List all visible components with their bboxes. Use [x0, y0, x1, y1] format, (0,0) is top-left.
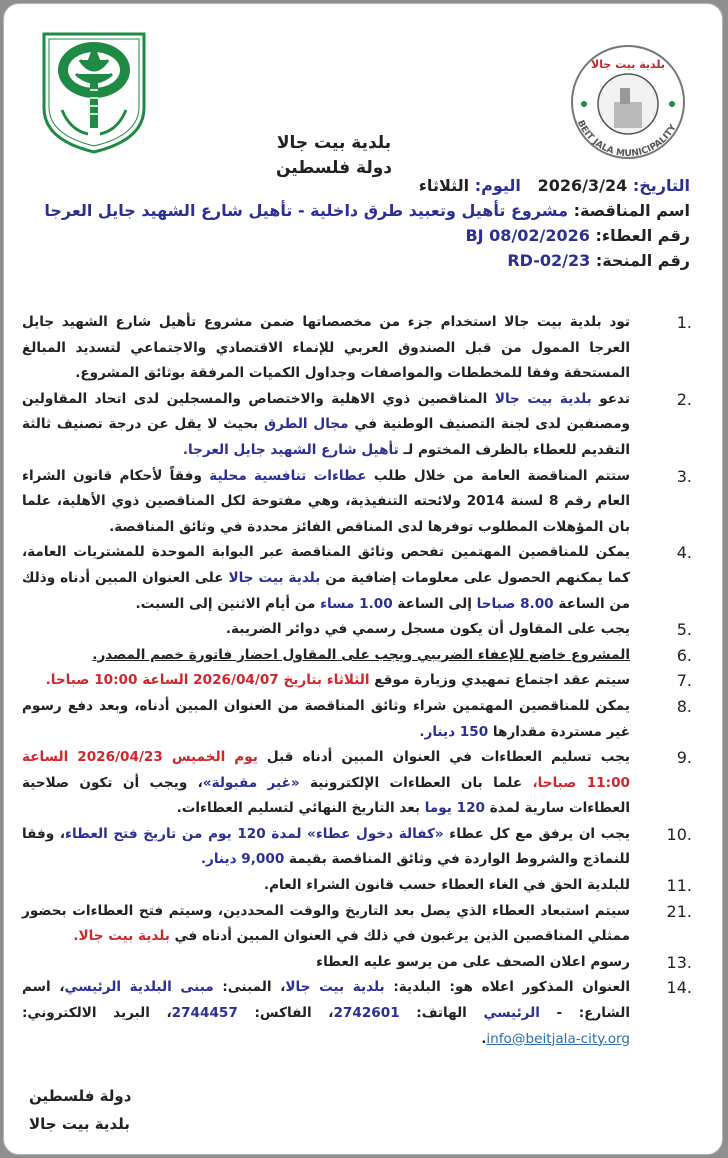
- svg-text:BEIT JALA MUNICIPALITY: BEIT JALA MUNICIPALITY: [574, 118, 679, 160]
- text-segment: سيتم استبعاد العطاء الذي يصل بعد التاريخ والوقت المحددين، وسيتم فتح العطاءات بحضور ممثلي المناقصين الذين يرغبون في ذلك في العنوان المبين أدناه في: [22, 902, 630, 945]
- svg-text:بلدية بيت جالا: بلدية بيت جالا: [591, 58, 665, 71]
- text-segment: سيتم عقد اجتماع تمهيدي وزيارة موقع: [369, 672, 630, 689]
- tender-name-label: اسم المناقصة:: [573, 201, 690, 220]
- list-item: [22, 643, 692, 669]
- text-segment: ، البريد الالكتروني:: [22, 1005, 172, 1022]
- text-segment: يجب ان يرفق مع كل عطاء: [443, 825, 630, 842]
- country-title: دولة فلسطين: [275, 158, 393, 178]
- highlighted-text: مبنى البلدية الرئيسي: [64, 979, 214, 996]
- text-segment: .: [481, 1030, 487, 1047]
- highlighted-text: «غير مقبولة»: [202, 774, 300, 791]
- item-text: [22, 950, 630, 976]
- text-segment: المناقصين ذوي الاهلية والاختصاص والمسجلين لدى اتحاد المقاولين ومصنفين لدى لجنة التصنيف الوطنية في: [22, 390, 630, 433]
- item-text: [22, 694, 630, 745]
- text-segment: رسوم اعلان الصحف على من يرسو عليه العطاء: [316, 953, 630, 970]
- item-text: [22, 975, 630, 1052]
- highlighted-text: تأهيل شارع الشهيد جايل العرجا.: [182, 441, 399, 458]
- item-text: [22, 310, 630, 387]
- text-segment: يمكن للمناقصين المهتمين شراء وثائق المناقصة من العنوان المبين أدناه، وبعد دفع رسوم غير مستردة مقدارها: [22, 697, 630, 740]
- text-segment: من أيام الاثنين إلى السبت.: [135, 595, 321, 612]
- list-item: [22, 950, 692, 976]
- list-item: [22, 310, 692, 387]
- text-segment: ، ويجب أن تكون صلاحية العطاءات سارية لمدة: [22, 774, 630, 817]
- list-item: [22, 899, 692, 950]
- text-segment: ، وفقا للنماذج والشروط الواردة في وثائق المناقصة بقيمة: [22, 825, 630, 868]
- item-text: [22, 617, 630, 643]
- footer: [29, 1082, 229, 1138]
- item-text: [22, 643, 630, 669]
- item-number: 14.: [666, 978, 692, 998]
- item-number: 9.: [676, 748, 692, 768]
- date-value: 2026/3/24: [537, 176, 628, 195]
- highlighted-text: الثلاثاء بتاريخ 2026/04/07 الساعة 10:00 صباحا.: [45, 672, 370, 689]
- tender-conditions-list: [22, 310, 692, 1052]
- text-segment: على العنوان المبين أدناه وذلك من الساعة: [22, 569, 630, 612]
- highlighted-text: مجال الطرق: [263, 416, 349, 433]
- item-number: 13.: [666, 952, 692, 972]
- item-number: 4.: [676, 543, 692, 563]
- date-label: التاريخ:: [632, 176, 690, 195]
- item-text: [22, 822, 630, 873]
- text-segment: يمكن للمناقصين المهتمين تفحص وثائق المناقصة عبر البوابة الموحدة للمشتريات العامة، كما يمكنهم الحصول على معلومات إضافية من: [22, 544, 630, 586]
- highlighted-text: 1.00 مساء: [320, 595, 393, 612]
- text-segment: علما بان العطاءات الإلكترونية: [299, 774, 533, 791]
- text-segment: يجب تسليم العطاءات في العنوان المبين أدناه قبل: [257, 749, 630, 766]
- item-number: 3.: [676, 466, 692, 486]
- beit-jala-municipality-seal: [562, 44, 694, 160]
- text-segment: بحيث لا يقل عن درجة تصنيف ثالثة التقديم للعطاء بالظرف المختوم لـ: [22, 416, 630, 458]
- tender-name-value: مشروع تأهيل وتعبيد طرق داخلية - تأهيل شارع الشهيد جايل العرجا: [44, 201, 568, 220]
- text-segment: بعد التاريخ النهائي لتسليم العطاءات.: [176, 800, 425, 817]
- list-item: [22, 873, 692, 899]
- highlighted-text: 150 دينار.: [419, 723, 489, 740]
- day-value: الثلاثاء: [418, 176, 470, 195]
- highlighted-text: بلدية بيت جالا: [228, 569, 321, 586]
- list-item: [22, 540, 692, 617]
- tender-number-value: BJ 08/02/2026: [465, 226, 590, 245]
- municipality-title: بلدية بيت جالا: [276, 133, 392, 153]
- list-item: [22, 668, 692, 694]
- item-text: [22, 899, 630, 950]
- text-segment: تدعو: [591, 390, 631, 407]
- list-item: [22, 822, 692, 873]
- item-number: 8.: [676, 696, 692, 716]
- highlighted-text: الرئيسي: [483, 1005, 540, 1022]
- grant-number-line: [507, 251, 690, 270]
- text-segment: تود بلدية بيت جالا استخدام جزء من مخصصاتها ضمن مشروع تأهيل شارع الشهيد جايل العرجا الممول من قبل الصندوق العربي للإنماء الاقتصادي والاجتماعي لتسديد المبالغ المستحقة وفقا للمخططات والمواصفات وجداول الكميات المرفقة بوثائق المشروع.: [22, 314, 630, 382]
- item-number: 5.: [676, 620, 692, 640]
- item-number: 11.: [666, 876, 692, 896]
- list-item: [22, 617, 692, 643]
- highlighted-text: المشروع خاضع للإعفاء الضريبي ويجب على المقاول احضار فاتورة خصم المصدر.: [92, 646, 630, 663]
- item-text: [22, 387, 630, 464]
- highlighted-text: بلدية بيت جالا.: [73, 928, 170, 945]
- grant-number-value: 23/RD-02: [507, 251, 591, 270]
- day-label: اليوم:: [474, 176, 521, 195]
- text-segment: ، الفاكس:: [237, 1005, 334, 1022]
- item-text: [22, 668, 630, 694]
- tender-name-line: [44, 201, 690, 220]
- list-item: [22, 464, 692, 541]
- footer-country: دولة فلسطين: [29, 1087, 132, 1106]
- highlighted-text: 120 يوما: [424, 800, 485, 817]
- item-number: 7.: [676, 671, 692, 691]
- item-number: 6.: [676, 645, 692, 665]
- date-line: [419, 176, 690, 195]
- highlighted-text: 2744457: [171, 1005, 238, 1022]
- item-number: 10.: [666, 824, 692, 844]
- footer-municipality: بلدية بيت جالا: [29, 1115, 130, 1134]
- list-item: [22, 694, 692, 745]
- item-text: [22, 540, 630, 617]
- text-segment: إلى الساعة: [392, 595, 477, 612]
- text-segment: وفقاً لأحكام قانون الشراء العام رقم 8 لسنة 2014 ولائحته التنفيذية، وهي مفتوحة لكل المناقصين ذوي الأهلية، علما بان المؤهلات المطلوب توفرها لدى المناقص الفائز محددة في وثائق المناقصة.: [22, 467, 630, 535]
- highlighted-text: 8.00 صباحا: [476, 595, 554, 612]
- highlighted-text: 2742601: [333, 1005, 400, 1022]
- grant-number-label: رقم المنحة:: [595, 251, 690, 270]
- text-segment: ، المبنى:: [213, 979, 286, 996]
- text-segment: ستتم المناقصة العامة من خلال طلب: [366, 467, 630, 484]
- item-text: [22, 745, 630, 822]
- tender-number-line: [465, 226, 690, 245]
- tender-number-label: رقم العطاء:: [595, 226, 690, 245]
- highlighted-text: 9,000 دينار.: [200, 851, 285, 868]
- text-segment: يجب على المقاول أن يكون مسجل رسمي في دوائر الضريبة.: [225, 621, 630, 638]
- item-number: 1.: [676, 313, 692, 332]
- tree-emblem-logo: [40, 30, 148, 155]
- document-card: [3, 3, 723, 1155]
- highlighted-text: عطاءات تنافسية محلية: [209, 467, 367, 484]
- highlighted-text: «كفالة دخول عطاء» لمدة 120 يوم من تاريخ فتح العطاء: [65, 825, 444, 842]
- text-segment: الهاتف:: [399, 1005, 484, 1022]
- item-number: 21.: [666, 901, 692, 921]
- item-number: 2.: [676, 389, 692, 409]
- email-link[interactable]: info@beitjala-city.org: [486, 1030, 630, 1047]
- letterhead: [4, 4, 722, 310]
- highlighted-text: يوم الخميس 2026/04/23 الساعة 11:00 صباحا،: [22, 749, 630, 791]
- item-text: [22, 873, 630, 899]
- text-segment: العنوان المذكور اعلاه هو: البلدية:: [384, 979, 630, 996]
- text-segment: للبلدية الحق في الغاء العطاء حسب قانون الشراء العام.: [263, 877, 630, 894]
- list-item: [22, 387, 692, 464]
- highlighted-text: بلدية بيت جالا: [494, 390, 592, 407]
- item-text: [22, 464, 630, 541]
- highlighted-text: بلدية بيت جالا: [285, 979, 385, 996]
- list-item: [22, 745, 692, 822]
- list-item: [22, 975, 692, 1052]
- text-segment: ، اسم الشارع: -: [22, 979, 630, 1022]
